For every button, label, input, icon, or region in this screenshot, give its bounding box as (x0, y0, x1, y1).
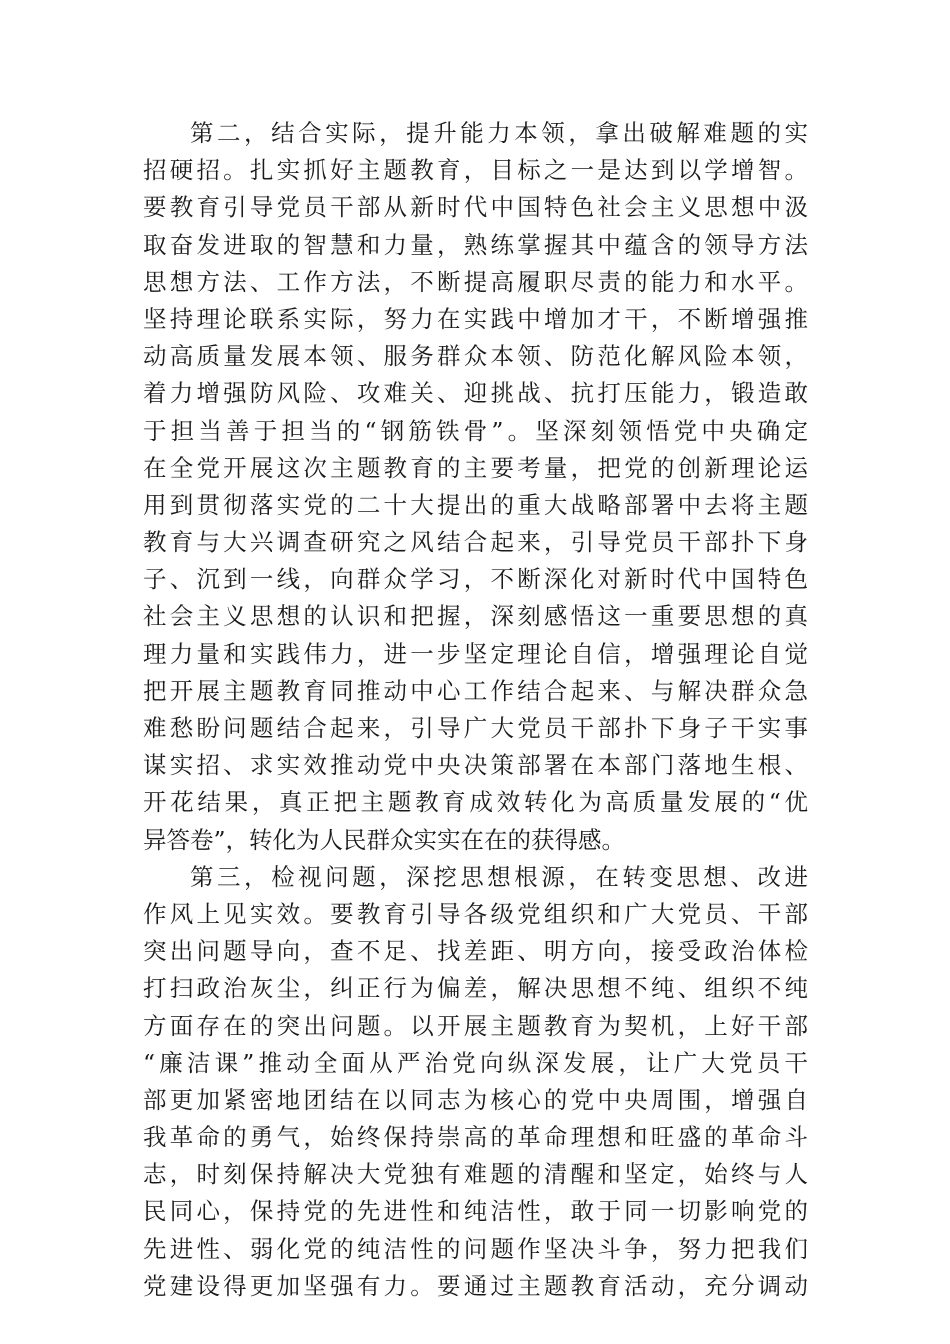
text-line: 在全党开展这次主题教育的主要考量，把党的创新理论运 (143, 453, 808, 482)
text-line: 坚持理论联系实际，努力在实践中增加才干，不断增强推 (143, 304, 808, 333)
text-line: 用到贯彻落实党的二十大提出的重大战略部署中去将主题 (143, 490, 808, 519)
text-line: 我革命的勇气，始终保持崇高的革命理想和旺盛的革命斗 (143, 1123, 808, 1152)
text-line: 思想方法、工作方法，不断提高履职尽责的能力和水平。 (143, 267, 808, 296)
text-line: 取奋发进取的智慧和力量，熟练掌握其中蕴含的领导方法 (143, 230, 808, 259)
paragraph-second (143, 115, 808, 859)
text-line: 志，时刻保持解决大党独有难题的清醒和坚定，始终与人 (143, 1160, 808, 1189)
text-line: 突出问题导向，查不足、找差距、明方向，接受政治体检 (143, 937, 808, 966)
text-line: 部更加紧密地团结在以同志为核心的党中央周围，增强自 (143, 1085, 808, 1114)
text-line: 第二，结合实际，提升能力本领，拿出破解难题的实 (190, 119, 808, 147)
text-line: 民同心，保持党的先进性和纯洁性，敢于同一切影响党的 (143, 1197, 808, 1226)
document-page (143, 115, 808, 1305)
text-line: 开花结果，真正把主题教育成效转化为高质量发展的“优 (143, 788, 808, 817)
text-line: 把开展主题教育同推动中心工作结合起来、与解决群众急 (143, 676, 808, 705)
text-line: 难愁盼问题结合起来，引导广大党员干部扑下身子干实事 (143, 714, 808, 742)
text-line: 打扫政治灰尘，纠正行为偏差，解决思想不纯、组织不纯 (143, 974, 808, 1003)
paragraph-third (143, 859, 808, 1305)
text-line: 社会主义思想的认识和把握，深刻感悟这一重要思想的真 (143, 602, 808, 631)
text-line: 异答卷”，转化为人民群众实实在在的获得感。 (143, 825, 626, 854)
text-line: 第三，检视问题，深挖思想根源，在转变思想、改进 (190, 862, 808, 891)
text-line: 方面存在的突出问题。以开展主题教育为契机，上好干部 (143, 1011, 808, 1040)
text-line: 子、沉到一线，向群众学习，不断深化对新时代中国特色 (143, 565, 808, 594)
text-line: 教育与大兴调查研究之风结合起来，引导党员干部扑下身 (143, 528, 808, 557)
text-line: 着力增强防风险、攻难关、迎挑战、抗打压能力，锻造敢 (143, 379, 808, 408)
text-line: 招硬招。扎实抓好主题教育，目标之一是达到以学增智。 (143, 156, 808, 185)
text-line: 先进性、弱化党的纯洁性的问题作坚决斗争，努力把我们 (143, 1234, 808, 1263)
text-line: 要教育引导党员干部从新时代中国特色社会主义思想中汲 (143, 193, 808, 222)
text-line: 谋实招、求实效推动党中央决策部署在本部门落地生根、 (143, 751, 808, 780)
text-line: 党建设得更加坚强有力。要通过主题教育活动，充分调动 (143, 1271, 808, 1300)
text-line: 于担当善于担当的“钢筋铁骨”。坚深刻领悟党中央确定 (143, 416, 808, 445)
text-line: 理力量和实践伟力，进一步坚定理论自信，增强理论自觉 (143, 639, 808, 668)
text-line: “廉洁课”推动全面从严治党向纵深发展，让广大党员干 (143, 1048, 808, 1077)
text-line: 作风上见实效。要教育引导各级党组织和广大党员、干部 (143, 899, 808, 928)
text-line: 动高质量发展本领、服务群众本领、防范化解风险本领， (143, 342, 808, 371)
